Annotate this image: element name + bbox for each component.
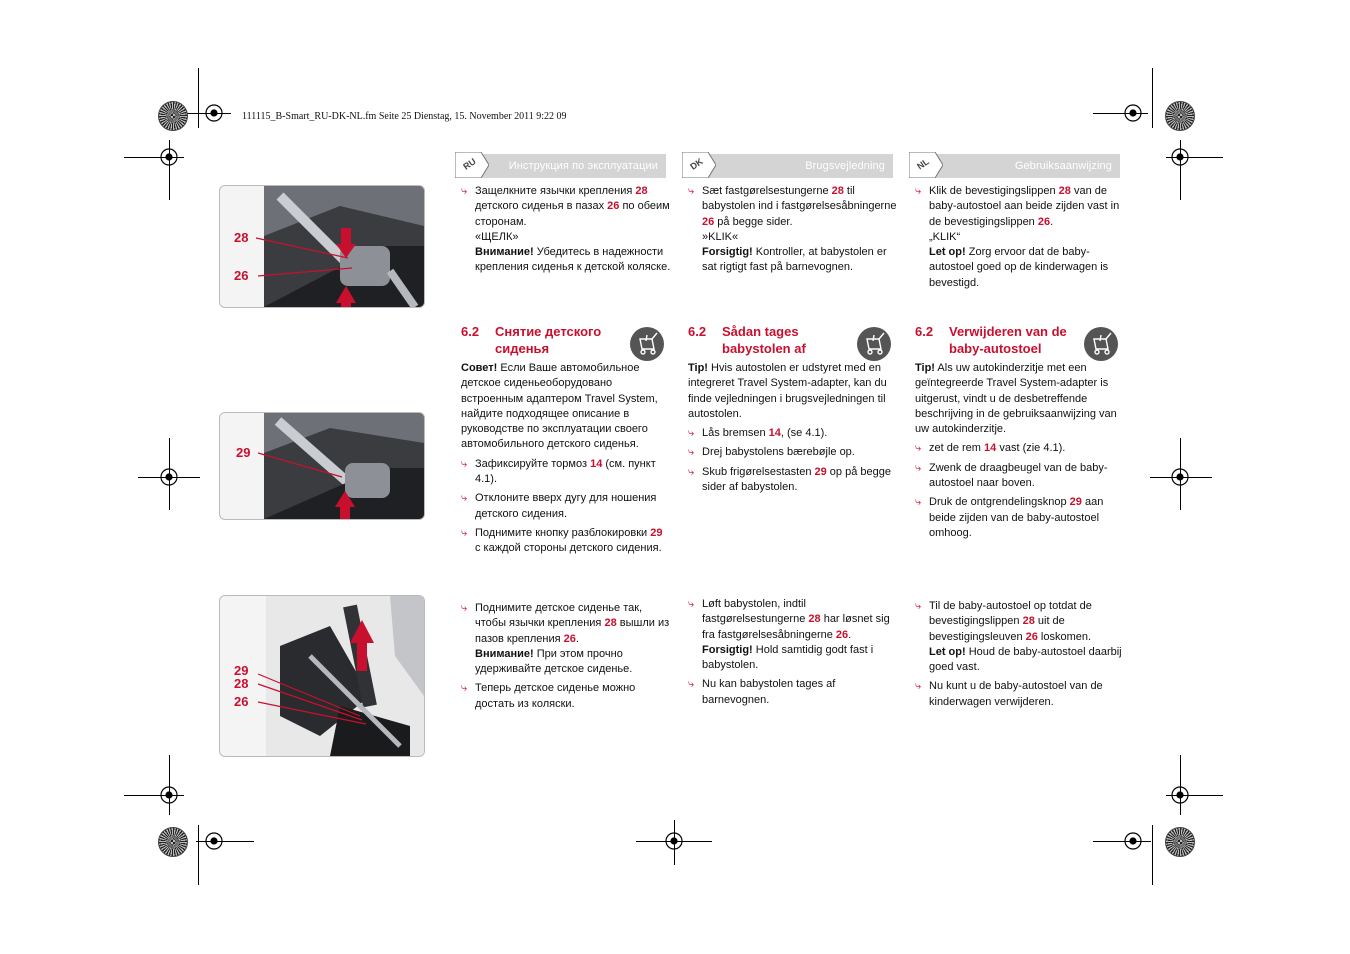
bullet-item: ⤷ Nu kunt u de baby-autostoel van de kinderwagen verwijderen. [915,680,1103,708]
arrow-bullet-icon: ⤷ [688,446,695,459]
ru-block-3 [461,601,671,712]
warning-note: Let op! Houd de baby-autostoel daarbij goed vast. [929,645,1122,674]
figure-label: 26 [234,694,249,709]
bullet-item: ⤷ zet de rem 14 vast (zie 4.1). [915,441,1125,456]
nl-block-3 [915,599,1125,710]
click-text: »KLIK« [702,230,739,243]
warning-note: Внимание! При этом прочно удерживайте детское сиденье. [475,647,633,676]
tip-note: Tip! Als uw autokinderzitje met een geïntegreerde Travel System-adapter is uitgerust, vindt u de desbetreffende beschrijving in de gebruiksaanwijzing van uw autokinderzitje. [915,362,1117,436]
bullet-item: ⤷ Поднимите кнопку разблокировки 29 с каждой стороны детского сидения. [461,526,663,555]
warning-note: Внимание! Убедитесь в надежности крепления сиденья к детской коляске. [475,246,671,274]
bullet-item: ⤷ Отклоните вверх дугу для ношения детского сидения. [461,492,657,520]
bullet-item: ⤷ Zwenk de draagbeugel van de baby-autostoel naar boven. [915,461,1108,490]
arrow-bullet-icon: ⤷ [461,457,468,470]
language-tag: NL [915,156,931,172]
bullet-item: ⤷ Nu kan babystolen tages af barnevognen. [688,678,836,706]
color-target-icon [1165,101,1195,131]
figure-label: 29 [236,445,251,460]
tip-note: Совет! Если Ваше автомобильное детское сиденьеоборудовано встроенным адаптером Travel System, найдите подходящее описание в руководстве по эксплуатации своего автомобильного детского сиденья. [461,362,658,451]
bullet-item: ⤷ Sæt fastgørelsestungerne 28 til babystolen ind i fastgørelsesåbningerne 26 på begge sider. [688,185,897,228]
bullet-item: ⤷ Løft babystolen, indtil fastgørelsestungerne 28 har løsnet sig fra fastgørelsesåbningerne 26. [688,598,890,641]
nl-block-2 [915,361,1125,541]
arrow-bullet-icon: ⤷ [915,185,922,197]
bullet-item: ⤷ Зафиксируйте тормоз 14 (см. пункт 4.1). [461,457,656,486]
bullet-item: ⤷ Теперь детское сиденье можно достать из коляски. [461,682,636,710]
arrow-bullet-icon: ⤷ [915,496,922,509]
click-text: «ЩЕЛК» [475,230,519,243]
bullet-item: ⤷ Til de baby-autostoel op totdat de bevestigingslippen 28 uit de bevestigingsleuven 26 loskomen. [915,600,1092,643]
bullet-item: ⤷ Druk de ontgrendelingsknop 29 aan beide zijden van de baby-autostoel omhoog. [915,496,1104,539]
figure-label: 26 [234,268,249,283]
warning-note: Forsigtig! Kontroller, at babystolen er sat rigtigt fast på barnevognen. [702,246,887,274]
stroller-icon [857,327,891,361]
language-tag: RU [461,156,478,172]
warning-note: Let op! Zorg ervoor dat de baby-autostoel goed op de kinderwagen is bevestigd. [929,246,1109,289]
header-title: Gebruiksaanwijzing [1014,160,1112,172]
file-info-line: 111115_B-Smart_RU-DK-NL.fm Seite 25 Dienstag, 15. November 2011 9:22 09 [242,111,567,122]
figure-label: 28 [234,230,249,245]
arrow-bullet-icon: ⤷ [461,602,468,614]
figure-release-button [219,412,425,520]
bullet-item: ⤷ Lås bremsen 14, (se 4.1). [688,426,898,441]
figure-lift-seat [219,595,425,757]
arrow-bullet-icon: ⤷ [688,427,695,440]
header-title: Brugsvejledning [805,160,885,172]
warning-note: Forsigtig! Hold samtidig godt fast i babystolen. [702,643,874,672]
arrow-bullet-icon: ⤷ [688,465,695,478]
language-tag: DK [688,156,705,172]
nl-block-1 [915,184,1125,291]
header-ru [461,154,666,178]
dk-block-3 [688,597,898,708]
arrow-bullet-icon: ⤷ [461,682,468,695]
arrow-bullet-icon: ⤷ [461,492,468,505]
bullet-item: ⤷ Skub frigørelsestasten 29 op på begge sider af babystolen. [688,465,891,494]
arrow-bullet-icon: ⤷ [915,461,922,474]
figure-label: 28 [234,676,249,691]
dk-block-2 [688,361,898,495]
stroller-icon [630,327,664,361]
header-title: Инструкция по эксплуатации [508,160,658,172]
header-nl [915,154,1120,178]
tip-note: Tip! Hvis autostolen er udstyret med en integreret Travel System-adapter, kan du finde vejledningen i brugsvejledningen til autostolen. [688,362,887,420]
bullet-item: ⤷ Drej babystolens bærebøjle op. [688,445,898,460]
stroller-icon [1084,327,1118,361]
dk-block-1 [688,184,898,276]
color-target-icon [158,101,188,131]
figure-label: 29 [234,663,249,678]
arrow-bullet-icon: ⤷ [915,680,922,693]
arrow-bullet-icon: ⤷ [461,185,468,197]
ru-block-2 [461,361,671,557]
arrow-bullet-icon: ⤷ [688,598,695,610]
section-heading-nl: 6.2 Verwijderen van de baby-autostoel [915,324,1067,356]
arrow-bullet-icon: ⤷ [915,442,922,455]
header-dk [688,154,893,178]
bullet-item: ⤷ Защелкните язычки крепления 28 детского сиденья в пазах 26 по обеим сторонам. [461,185,670,228]
click-text: „KLIK“ [929,230,961,243]
color-target-icon [158,827,188,857]
arrow-bullet-icon: ⤷ [461,526,468,539]
bullet-item: ⤷ Поднимите детское сиденье так, чтобы язычки крепления 28 вышли из пазов крепления 26. [461,602,670,645]
color-target-icon [1165,827,1195,857]
arrow-bullet-icon: ⤷ [915,600,922,612]
section-heading-dk: 6.2 Sådan tages babystolen af [688,324,806,356]
arrow-bullet-icon: ⤷ [688,185,695,197]
arrow-bullet-icon: ⤷ [688,678,695,691]
section-heading-ru: 6.2 Снятие детского сиденья [461,324,602,356]
bullet-item: ⤷ Klik de bevestigingslippen 28 van de baby-autostoel aan beide zijden vast in de bevestigingslippen 26. [915,185,1120,228]
figure-attach-seat [219,185,425,308]
ru-block-1 [461,184,671,276]
